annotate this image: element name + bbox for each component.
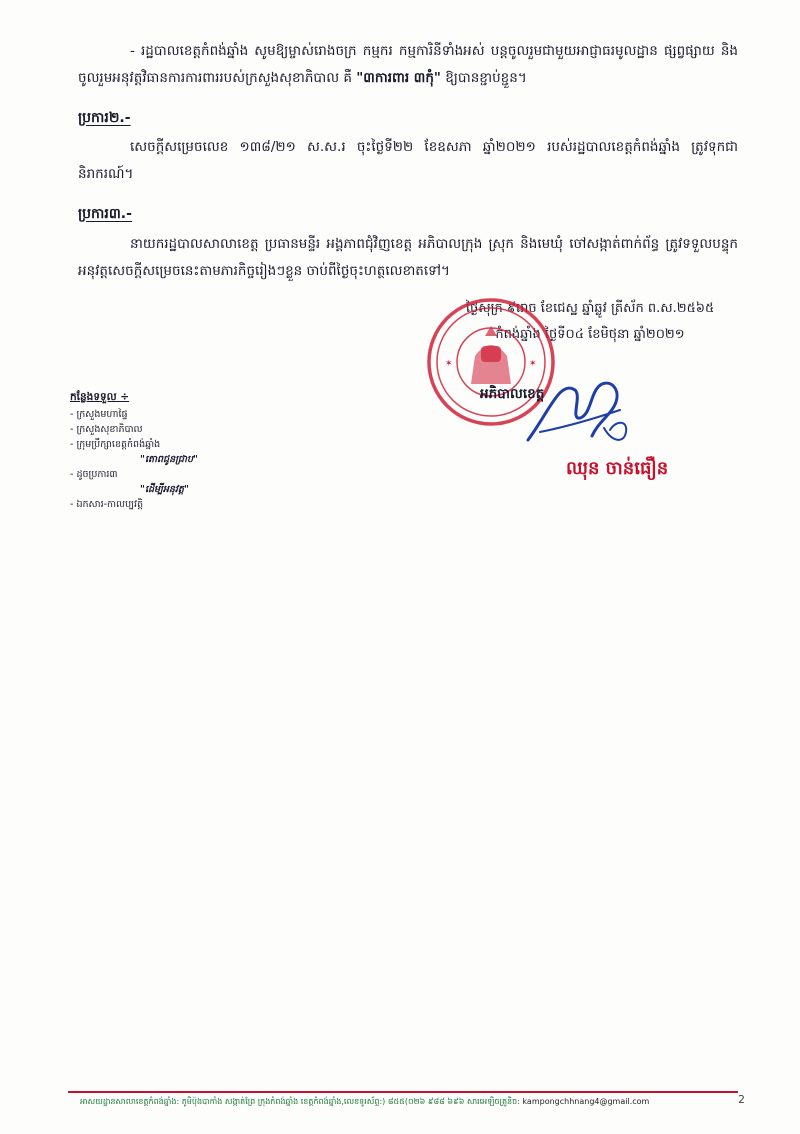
recipient-item: - ក្រសួងមហាផ្ទៃ [70,409,128,420]
svg-text:✶: ✶ [529,359,537,369]
recipient-item: - ក្រុមប្រឹក្សាខេត្តកំពង់ឆ្នាំង [70,439,161,450]
lunar-date: ថ្ងៃសុក្រ ៩រោច ខែជេស្ឋ ឆ្នាំឆ្លូវ ត្រីស័ក ព.ស.២៥៦៥ [465,301,715,316]
handwritten-signature [520,370,630,450]
solar-date: កំពង់ឆ្នាំង ថ្ងៃទី០៤ ខែមិថុនា ឆ្នាំ២០២១ [495,327,685,342]
footer-divider [68,1091,738,1093]
paragraph-1-slogan: "៣ការពារ ៣កុំ" [356,70,441,86]
recipient-item: - ក្រសួងសុខាភិបាល [70,424,143,435]
svg-text:✶: ✶ [445,359,453,369]
recipient-item: - ដូចប្រការ៣ [70,469,118,480]
signer-title: អភិបាលខេត្ត [480,386,545,402]
recipient-note-implement: "ដើម្បីអនុវត្ត" [140,484,189,495]
footer-address [80,1096,730,1108]
recipient-item: - ឯកសារ-កាលប្បវត្តិ [70,499,144,510]
signer-name: ឈុន ចាន់ធឿន [566,458,669,479]
article-2-heading: ប្រការ២.- [78,110,131,126]
recipients-title: កន្លែងទទួល ÷ [70,391,130,403]
paragraph-1-text: - រដ្ឋបាលខេត្តកំពង់ឆ្នាំង សូមឱ្យម្ចាស់រោងចក្រ កម្មករ កម្មការិនីទាំងអស់ បន្តចូលរួមជាមួយអាជ្ញាធរមូលដ្ឋាន ផ្សព្វផ្សាយ និងចូលរួមអនុវត្តវិធានការការពាររបស់ក្រសួងសុខាភិបាល គឺ [78,43,738,86]
recipients-list [70,390,198,512]
recipient-note-inform: "តោពជូនជ្រាប" [140,454,198,465]
article-2-text: សេចក្តីសម្រេចលេខ ១៣៨/២១ ស.ស.រ ចុះថ្ងៃទី២២ ខែឧសភា ឆ្នាំ២០២១ របស់រដ្ឋបាលខេត្តកំពង់ឆ្នាំង ត្រូវទុកជានិរាករណ៍។ [78,139,738,182]
footer-address-text: អាសយដ្ឋានសាលាខេត្តកំពង់ឆ្នាំង: ភូមិប៉ុងបាកាំង សង្កាត់ព្រែ ក្រុងកំពង់ឆ្នាំង ខេត្តកំពង់ឆ្នាំង,លេខទូរស័ព្ទ:) ៨៥៥(០២៦ ៩៨៨ ៦៩៦ សារអេឡិចត្រូនិច: [80,1097,520,1106]
paragraph-1-end: ឱ្យបានខ្ជាប់ខ្ជួន។ [440,70,527,86]
footer-email: kampongchhnang4@gmail.com [522,1097,650,1106]
article-3-heading: ប្រការ៣.- [78,206,132,222]
article-3-text: នាយករដ្ឋបាលសាលាខេត្ត ប្រធានមន្ទីរ អង្គភាពជុំវិញខេត្ត អភិបាលក្រុង ស្រុក និងមេឃុំ ចៅសង្កាត់ពាក់ព័ន្ធ ត្រូវទទួលបន្ទុកអនុវត្តសេចក្តីសម្រេចនេះតាមភារកិច្ចរៀងៗខ្លួន ចាប់ពីថ្ងៃចុះហត្ថលេខាតទៅ។ [78,236,738,279]
page-number: 2 [738,1093,745,1106]
paragraph-1 [78,38,738,92]
